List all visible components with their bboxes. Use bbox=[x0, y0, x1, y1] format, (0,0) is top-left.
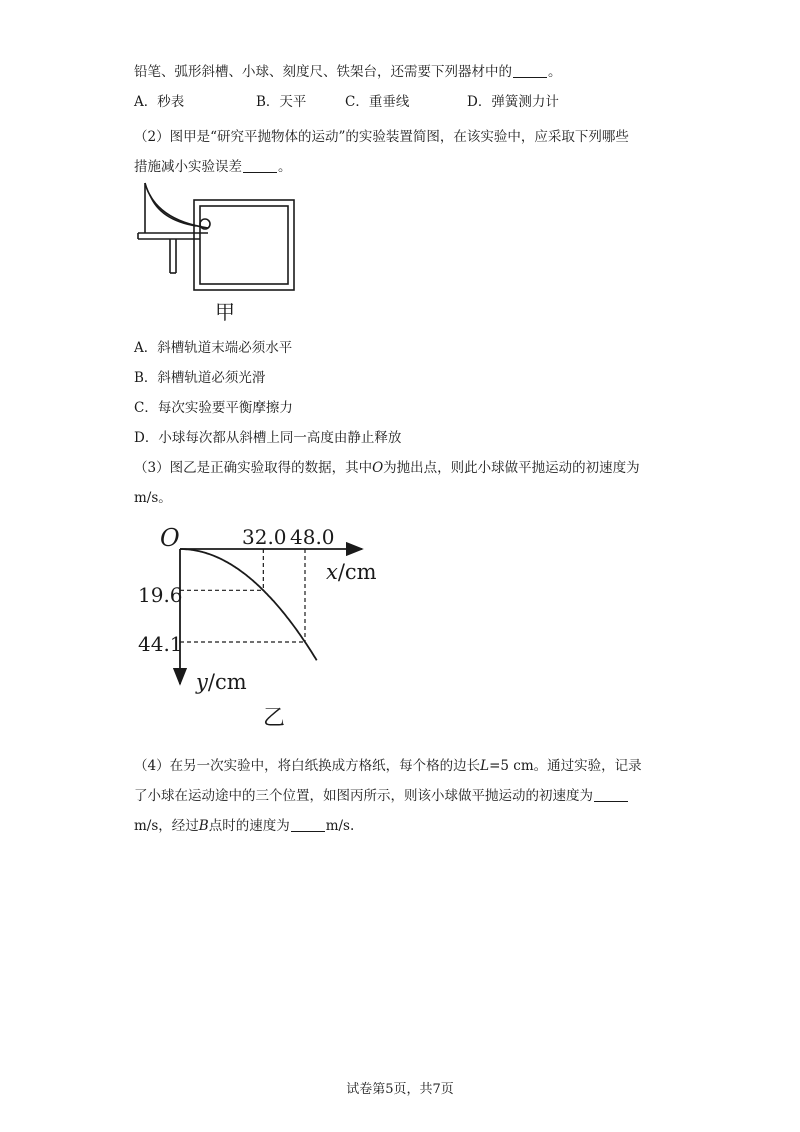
q3-origin-var: O bbox=[372, 460, 384, 476]
q1-option-b: B．天平 bbox=[256, 94, 307, 110]
origin-label: O bbox=[160, 524, 180, 552]
board-inner bbox=[200, 206, 288, 284]
q4-stem-line1 bbox=[134, 756, 642, 776]
q1-stem-end: 。 bbox=[548, 64, 562, 80]
q4-stem-line3-text: m/s，经过 bbox=[134, 818, 199, 834]
y-axis-label: y/cm bbox=[196, 670, 247, 694]
q3-unit: m/s。 bbox=[134, 490, 172, 506]
page-footer: 试卷第5页，共7页 bbox=[346, 1082, 454, 1097]
chute-inner-curve bbox=[150, 195, 196, 226]
q4-stem-line2-text: 了小球在运动途中的三个位置，如图丙所示，则该小球做平抛运动的初速度为 bbox=[134, 788, 593, 804]
q2-answer-blank[interactable] bbox=[243, 158, 277, 173]
q1-answer-blank[interactable] bbox=[513, 63, 547, 78]
q4-stem-line3 bbox=[134, 816, 354, 836]
q2-option-b: B．斜槽轨道必须光滑 bbox=[134, 370, 266, 386]
y-tick-label-19-6: 19.6 bbox=[138, 583, 183, 607]
q4-var-b: B bbox=[198, 818, 209, 834]
q2-stem-line2-text: 措施减小实验误差 bbox=[134, 159, 242, 175]
x-tick-label-48: 48.0 bbox=[290, 525, 335, 549]
board-outer bbox=[194, 200, 294, 290]
q1-stem-text: 铅笔、弧形斜槽、小球、刻度尺、铁架台，还需要下列器材中的 bbox=[134, 64, 512, 80]
q2-option-c: C．每次实验要平衡摩擦力 bbox=[134, 400, 293, 416]
q2-option-d: D．小球每次都从斜槽上同一高度由静止释放 bbox=[134, 430, 402, 446]
q4-stem-line1-end: =5 cm。通过实验，记录 bbox=[489, 758, 642, 774]
q2-option-a: A．斜槽轨道末端必须水平 bbox=[134, 340, 293, 356]
q2-stem-line2 bbox=[134, 157, 292, 177]
q4-var-l: L bbox=[480, 758, 490, 774]
q4-stem-line3-end: m/s. bbox=[325, 818, 355, 834]
q1-option-d: D．弹簧测力计 bbox=[467, 94, 559, 110]
q4-stem-line2 bbox=[134, 786, 629, 806]
q4-stem-line3-mid: 点时的速度为 bbox=[208, 818, 290, 834]
q1-option-c: C．重垂线 bbox=[345, 94, 410, 110]
figure-jia-label: 甲 bbox=[215, 300, 235, 324]
q4-stem-line1-text: （4）在另一次实验中，将白纸换成方格纸，每个格的边长 bbox=[134, 758, 481, 774]
y-tick-label-44-1: 44.1 bbox=[138, 632, 183, 656]
x-tick-label-32: 32.0 bbox=[242, 525, 287, 549]
x-axis-label: x/cm bbox=[326, 560, 377, 584]
q3-stem-line1 bbox=[134, 458, 640, 478]
figure-yi-label: 乙 bbox=[263, 706, 286, 731]
q1-option-a: A．秒表 bbox=[134, 94, 185, 110]
q2-stem-line1: （2）图甲是“研究平抛物体的运动”的实验装置简图，在该实验中，应采取下列哪些 bbox=[134, 129, 629, 145]
q3-stem-line1-text: （3）图乙是正确实验取得的数据，其中 bbox=[134, 460, 373, 476]
q2-stem-line2-end: 。 bbox=[278, 159, 292, 175]
q4-answer-blank-2[interactable] bbox=[291, 817, 325, 832]
q3-stem-line1-end: 为抛出点，则此小球做平抛运动的初速度为 bbox=[383, 460, 640, 476]
ball bbox=[200, 219, 210, 229]
q1-stem bbox=[134, 62, 562, 82]
q4-answer-blank-1[interactable] bbox=[594, 787, 628, 802]
q3-stem-line2 bbox=[134, 488, 172, 508]
trajectory-curve bbox=[180, 549, 317, 660]
chute-curve bbox=[145, 183, 208, 228]
